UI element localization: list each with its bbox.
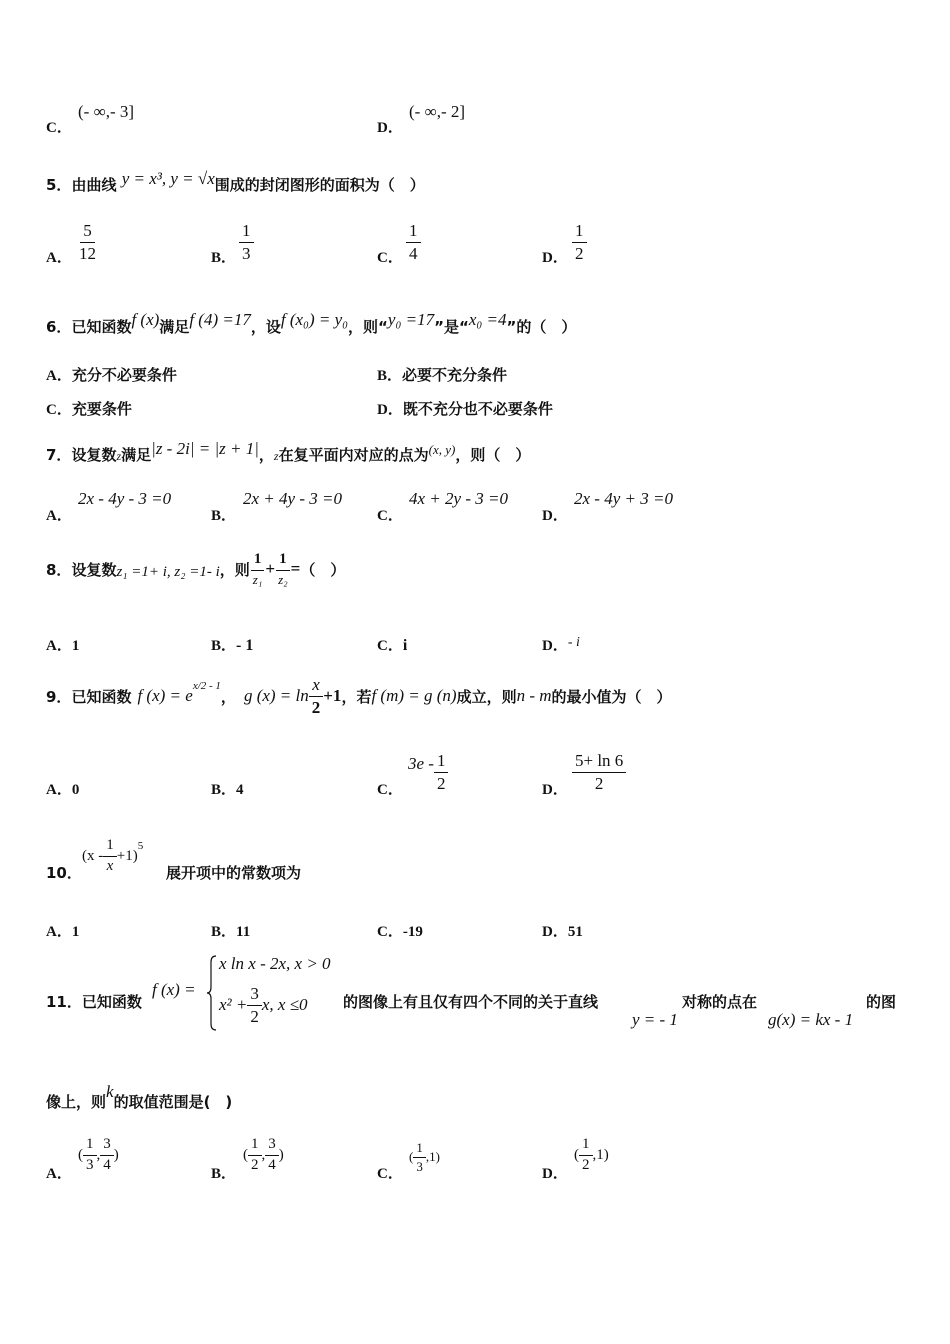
q11-b-frac-1 [248,1137,262,1174]
q10-math [82,838,143,875]
q9-b-text: 4 [236,782,244,798]
q7-math-2: |z - 2i| = |z + 1| [151,439,259,458]
q9-option-d-label: D． [542,782,568,798]
q10-d-label: D． [542,924,568,940]
q7-text-3: ， [258,446,274,464]
q5-option-a-fraction [76,222,99,263]
q11-option-c-math: ( $\frac{1}{3}$ , 1 ) [409,1140,440,1174]
q9-text-2: ， [220,687,236,706]
q11-a-d2: 4 [103,1156,111,1173]
q10-d-text: 51 [567,924,583,940]
q8-f2-num: 1 [276,552,290,571]
q4-option-c-label: C． [46,120,72,136]
q8-d-label: D． [542,638,568,654]
q6-text-4: ，则“ [348,318,388,336]
q11-math-g: g(x) = kx - 1 [768,1010,854,1029]
q11-option-d-label: D． [542,1166,568,1182]
q10-c-text: -19 [402,924,423,940]
q9-c-den: 2 [436,773,446,793]
q6-option-b [377,364,507,385]
q7-math-4: (x, y) [428,442,456,457]
q11-case-2-den: 2 [250,1006,259,1026]
q5-text-2: 围成的封闭图形的面积为（ ） [214,176,425,194]
q11-b-d1: 2 [251,1156,259,1173]
q6-math-5: x₀ =4 [468,310,507,329]
q10-option-b [211,920,250,941]
q8-fraction-1 [250,552,266,586]
q7-option-b-label: B． [211,508,237,524]
q10-a-label: A． [46,924,72,940]
q11-d-frac [579,1137,593,1174]
q8-math-1: z₁ =1+ i, z₂ =1- i [116,563,220,580]
q8-fraction-2 [275,552,291,586]
q9-d-num: 5+ ln 6 [572,752,626,773]
q10-b-label: B． [211,924,237,940]
q6-math-4: y₀ =17 [387,310,435,329]
q5-d-den: 2 [575,243,584,263]
q8-a-label: A． [46,638,72,654]
q11-math-f: f (x) = [152,980,196,999]
q5-a-den: 12 [79,243,96,263]
q10-number: 10． [46,864,82,882]
q11-d-n1: 1 [579,1137,593,1156]
q9-option-c-math [408,752,448,793]
q10-b-text: 11 [236,924,251,940]
q9-text-1: 已知函数 [71,687,132,706]
q6-text-2: 满足 [159,318,190,336]
q11-text-6: 的取值范围是( ) [113,1093,233,1111]
q10-c-label: C． [377,924,403,940]
q9-math-2b: +1 [323,686,342,706]
q5-option-b-fraction [239,222,254,263]
q7-text-4: 在复平面内对应的点为 [278,446,429,464]
q11-text-4: 的图 [866,993,897,1011]
q6-math-2: f (4) =17 [189,310,251,329]
q6-b-text: 必要不充分条件 [402,366,508,384]
q5-option-d-label: D． [542,250,568,266]
q9-option-a [46,778,79,799]
q11-c-tail: 1 [429,1149,436,1165]
q8-text-1: 设复数 [71,560,117,579]
q6-a-label: A． [46,368,72,384]
q11-option-b-label: B． [211,1166,237,1182]
q9-frac-den: 2 [311,697,321,717]
q10-option-d [542,920,583,941]
q10-fraction [103,838,117,875]
q9-math-1: f (x) = e [137,686,193,706]
q11-c-d1: 3 [416,1158,423,1174]
q11-case-1: x ln x - 2x, x > 0 [219,954,331,973]
q6-option-a [46,364,177,385]
q6-option-c [46,398,132,419]
q8-text-2: ，则 [219,560,250,579]
q6-d-text: 既不充分也不必要条件 [402,400,553,418]
q7-math-3: z [273,449,279,463]
q6-stem [46,310,577,337]
q10-frac-num: 1 [103,838,117,857]
q5-b-den: 3 [242,243,251,263]
q11-a-frac-2 [100,1137,114,1174]
q9-b-label: B． [211,782,237,798]
q5-d-num: 1 [572,222,587,243]
q8-f1-den: z₁ [252,571,263,587]
q8-option-b [211,634,253,655]
q11-option-a-math: ( $\frac{1}{3}$ , $\frac{3}{4}$ ) [78,1136,119,1173]
q11-stem-2 [46,1082,233,1112]
q9-d-den: 2 [594,773,604,793]
q11-d-tail: 1 [596,1146,604,1163]
q11-case-2-pre: x² + [219,995,248,1015]
q11-text-5: 像上，则 [46,1093,107,1111]
q11-b-d2: 4 [268,1156,276,1173]
q4-option-d-label: D． [377,120,403,136]
q9-fraction [309,676,324,717]
q11-math-k: k [106,1082,114,1101]
q5-c-den: 4 [409,243,418,263]
q8-f2-den: z₂ [278,571,288,587]
q5-b-num: 1 [239,222,254,243]
q5-math: y = x³, y = √x [121,169,215,188]
q11-b-frac-2 [265,1137,279,1174]
q8-option-c [377,634,407,655]
q6-c-text: 充要条件 [71,400,132,418]
q8-number: 8． [46,560,72,579]
q6-a-text: 充分不必要条件 [71,366,177,384]
q6-text-3: ，设 [250,318,281,336]
q9-c-pre: 3e - [408,754,434,774]
q5-option-d-fraction [572,222,587,263]
q11-option-b-math: ( $\frac{1}{2}$ , $\frac{3}{4}$ ) [243,1136,284,1173]
q5-stem [46,169,425,195]
q9-math-2: g (x) = ln [243,686,309,706]
q9-c-num: 1 [434,752,449,773]
q11-text-2: 的图像上有且仅有四个不同的关于直线 [343,993,599,1011]
q10-frac-den: x [106,857,114,874]
q11-c-frac [413,1141,426,1173]
q11-case-2 [219,985,308,1026]
q7-number: 7． [46,446,72,464]
q7-option-c-math: 4x + 2y - 3 =0 [409,489,508,508]
q5-a-num: 5 [80,222,95,243]
q6-option-d [377,398,553,419]
q6-d-label: D． [377,402,403,418]
q6-math-1: f (x) [131,310,160,329]
q9-option-b [211,778,244,799]
q6-c-label: C． [46,402,72,418]
q8-d-text: - i [567,635,580,650]
q8-c-label: C． [377,638,403,654]
q8-f1-num: 1 [251,552,265,571]
q7-text-2: 满足 [121,446,152,464]
q8-stem [46,552,345,586]
q11-case-2-fraction [247,985,262,1026]
q9-stem [46,676,672,717]
q7-option-a-math: 2x - 4y - 3 =0 [78,489,172,508]
q10-math-exponent: 5 [137,840,144,853]
q5-option-a-label: A． [46,250,72,266]
q9-number: 9． [46,687,72,706]
q9-a-label: A． [46,782,72,798]
q11-brace-icon [206,954,218,1032]
q5-c-num: 1 [406,222,421,243]
q10-math-pre: (x - [82,847,104,864]
q7-option-d-math: 2x - 4y + 3 =0 [574,489,673,508]
q11-a-frac-1 [83,1137,97,1174]
q9-math-4: n - m [516,686,552,706]
q8-text-3: （ ） [300,560,346,579]
q11-case-2-num: 3 [247,985,262,1006]
q5-text-1: 由曲线 [71,176,117,194]
q11-a-d1: 3 [86,1156,94,1173]
q7-text-1: 设复数 [71,446,117,464]
q8-option-a [46,634,79,655]
q9-text-4: 成立，则 [456,687,517,706]
q11-a-n2: 3 [100,1137,114,1156]
q11-c-n1: 1 [413,1141,426,1158]
q9-text-5: 的最小值为（ ） [551,687,672,706]
q8-option-d [542,634,580,655]
q11-stem-1 [46,991,142,1012]
q9-text-3: ，若 [341,687,372,706]
q11-b-n2: 3 [265,1137,279,1156]
q6-text-6: ”的（ ） [506,318,577,336]
q7-math-1: z [116,449,122,463]
q10-math-post: +1) [116,847,138,864]
q9-a-text: 0 [71,782,80,798]
q8-b-label: B． [211,638,237,654]
q5-number: 5． [46,176,72,194]
q6-b-label: B． [377,368,403,384]
q7-text-5: ，则（ ） [455,446,531,464]
q11-case-2-post: x, x ≤0 [261,995,308,1015]
q7-stem [46,439,531,465]
q8-a-text: 1 [71,638,80,654]
q11-text-3: 对称的点在 [682,993,758,1011]
q11-math-line: y = - 1 [632,1010,678,1029]
q11-option-a-label: A． [46,1166,72,1182]
q6-math-3: f (x₀) = y₀ [280,310,349,329]
q7-option-d-label: D． [542,508,568,524]
q5-option-b-label: B． [211,250,237,266]
q7-option-a-label: A． [46,508,72,524]
q11-number: 11． [46,993,82,1011]
q11-option-c-label: C． [377,1166,403,1182]
q6-text-5: ”是“ [434,318,469,336]
q6-text-1: 已知函数 [71,318,132,336]
q7-option-b-math: 2x + 4y - 3 =0 [243,489,342,508]
q8-b-text: - 1 [236,637,254,654]
q9-math-3: f (m) = g (n) [371,686,457,706]
q4-option-d-math: (- ∞,- 2] [409,102,466,121]
q11-a-n1: 1 [83,1137,97,1156]
q11-text-1: 已知函数 [81,993,142,1011]
q9-option-d-fraction [572,752,626,793]
q11-b-n1: 1 [248,1137,262,1156]
q9-c-fraction [434,752,449,793]
q4-option-c-math: (- ∞,- 3] [78,102,135,121]
q9-option-c-label: C． [377,782,403,798]
q10-text: 展开项中的常数项为 [166,864,302,882]
q8-equals: = [290,559,301,579]
q5-option-c-fraction [406,222,421,263]
q11-d-d1: 2 [582,1156,590,1173]
q8-c-text: i [402,637,408,654]
q9-frac-num: x [309,676,323,697]
q8-plus: + [265,559,276,579]
q9-math-1-exponent: x/2 - 1 [192,680,221,693]
q6-number: 6． [46,318,72,336]
q5-option-c-label: C． [377,250,403,266]
q10-option-a [46,920,79,941]
q10-a-text: 1 [71,924,80,940]
q11-option-d-math: ( $\frac{1}{2}$ , 1 ) [574,1136,609,1173]
q7-option-c-label: C． [377,508,403,524]
q10-option-c [377,920,423,941]
